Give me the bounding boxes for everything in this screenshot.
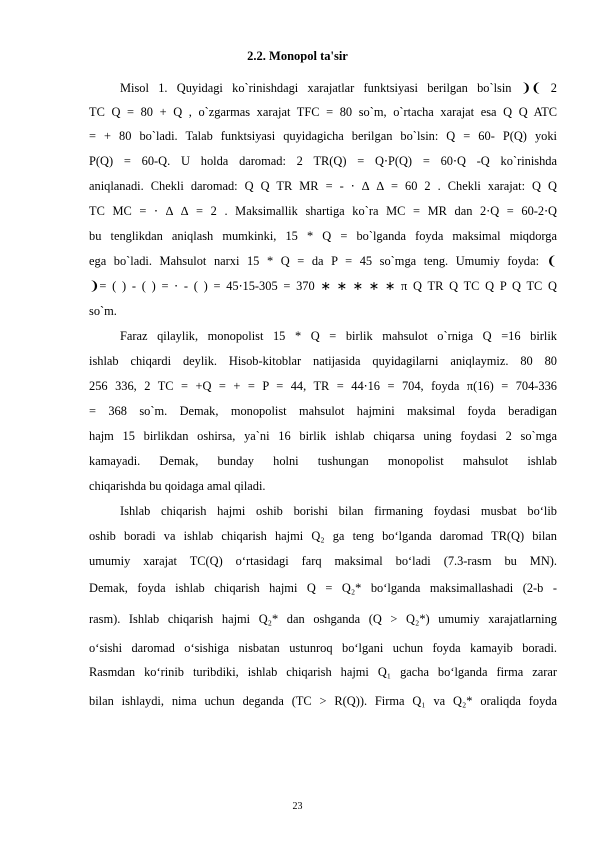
text-line: Misol 1. Quyidagi ko`rinishdagi xarajatlar funktsiyasi berilgan bo`lsin ❩❨ 2 [120, 81, 557, 95]
text-line: ishlab chiqardi deylik. Hisob-kitoblar natijasida quyidagilarni aniqlaymiz. 80 80 [89, 354, 557, 368]
text-line: ega bo`ladi. Mahsulot narxi 15 * Q = da P = 45 so`mga teng. Umumiy foyda: ❨ [89, 254, 557, 268]
section-title: 2.2. Monopol ta'sir [247, 49, 348, 63]
text-line: oshib boradi va ishlab chiqarish hajmi Q₂ ga teng bo‘lganda daromad TR(Q) bilan [89, 529, 557, 543]
text-line: = + 80 bo`ladi. Talab funktsiyasi quyidagicha berilgan bo`lsin: Q = 60- P(Q) yoki [89, 129, 557, 143]
text-line: hajm 15 birlikdan oshirsa, ya`ni 16 birlik ishlab chiqarsa uning foydasi 2 so`mga [89, 429, 557, 443]
text-line: 256 336, 2 TC = +Q = + = P = 44, TR = 44⋅16 = 704, foyda π(16) = 704-336 [89, 379, 557, 393]
text-line: TC Q = 80 + Q , o`zgarmas xarajat TFC = 80 so`m, o`rtacha xarajat esa Q Q ATC [89, 105, 557, 119]
text-line: P(Q) = 60-Q. U holda daromad: 2 TR(Q) = Q⋅P(Q) = 60⋅Q -Q ko`rinishda [89, 154, 557, 168]
text-line: bu tenglikdan aniqlash mumkinki, 15 * Q = bo`lganda foyda maksimal miqdorga [89, 229, 557, 243]
text-line: = 368 so`m. Demak, monopolist mahsulot hajmini maksimal foyda beradigan [89, 404, 557, 418]
text-line: rasm). Ishlab chiqarish hajmi Q₂* dan oshganda (Q > Q₂*) umumiy xarajatlarning [89, 612, 557, 626]
text-line: Faraz qilaylik, monopolist 15 * Q = birlik mahsulot o`rniga Q =16 birlik [120, 329, 557, 343]
text-line: o‘sishi daromad o‘sishiga nisbatan ustunroq bo‘lgani uchun foyda kamayib boradi. [89, 641, 557, 655]
text-line: chiqarishda bu qoidaga amal qiladi. [89, 479, 266, 493]
text-line: ❩= ( ) - ( ) = ⋅ - ( ) = 45⋅15-305 = 370 ∗ ∗ ∗ ∗ ∗ π Q TR Q TC Q P Q TC Q [89, 279, 557, 293]
text-line: bilan ishlaydi, nima uchun deganda (TC > R(Q)). Firma Q₁ va Q₂* oraliqda foyda [89, 694, 557, 708]
text-line: Rasmdan ko‘rinib turibdiki, ishlab chiqarish hajmi Q₁ gacha bo‘lganda firma zarar [89, 665, 557, 679]
page-number: 23 [292, 801, 303, 812]
text-line: Ishlab chiqarish hajmi oshib borishi bilan firmaning foydasi musbat bo‘lib [120, 504, 557, 518]
text-line: umumiy xarajat TC(Q) o‘rtasidagi farq maksimal bo‘ladi (7.3-rasm bu MN). [89, 554, 557, 568]
text-line: Demak, foyda ishlab chiqarish hajmi Q = Q₂* bo‘lganda maksimallashadi (2-b - [89, 581, 557, 595]
text-line: aniqlanadi. Chekli daromad: Q Q TR MR = - ⋅ ∆ ∆ = 60 2 . Chekli xarajat: Q Q [89, 179, 557, 193]
text-line: kamayadi. Demak, bunday holni tushungan monopolist mahsulot ishlab [89, 454, 557, 468]
text-line: TC MC = ⋅ ∆ ∆ = 2 . Maksimallik shartiga ko`ra MC = MR dan 2⋅Q = 60-2⋅Q [89, 204, 557, 218]
text-line: so`m. [89, 304, 117, 318]
